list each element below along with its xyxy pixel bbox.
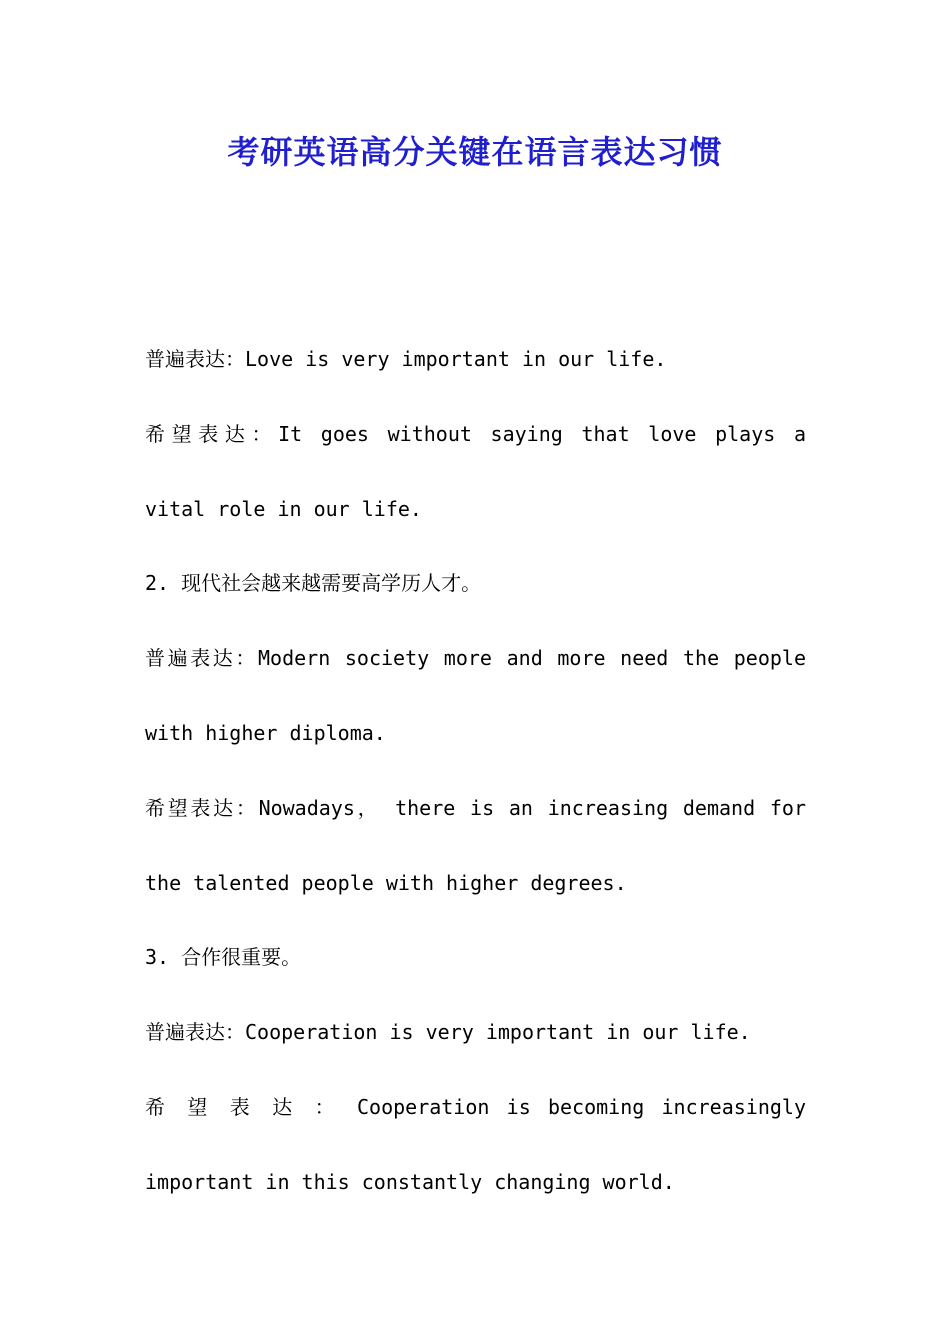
- text-line-11: 希 望 表 达 ： Cooperation is becoming increasingly: [145, 1094, 806, 1119]
- text-line-10: 普遍表达：Cooperation is very important in our life.: [145, 1020, 751, 1045]
- text-line-6: with higher diploma.: [145, 720, 386, 745]
- page-title: 考研英语高分关键在语言表达习惯: [227, 133, 723, 171]
- text-line-4: 2. 现代社会越来越需要高学历人才。: [145, 571, 482, 596]
- text-line-12: important in this constantly changing world.: [145, 1169, 675, 1194]
- text-line-5: 普遍表达：Modern society more and more need the people: [145, 646, 806, 671]
- text-line-8: the talented people with higher degrees.: [145, 870, 627, 895]
- text-line-2: 希望表达：It goes without saying that love plays a: [145, 421, 806, 446]
- text-line-9: 3. 合作很重要。: [145, 945, 302, 970]
- text-line-1: 普遍表达：Love is very important in our life.: [145, 347, 667, 371]
- document-body: [145, 322, 806, 1220]
- text-line-7: 希望表达：Nowadays， there is an increasing demand for: [145, 795, 806, 820]
- text-line-3: vital role in our life.: [145, 496, 422, 521]
